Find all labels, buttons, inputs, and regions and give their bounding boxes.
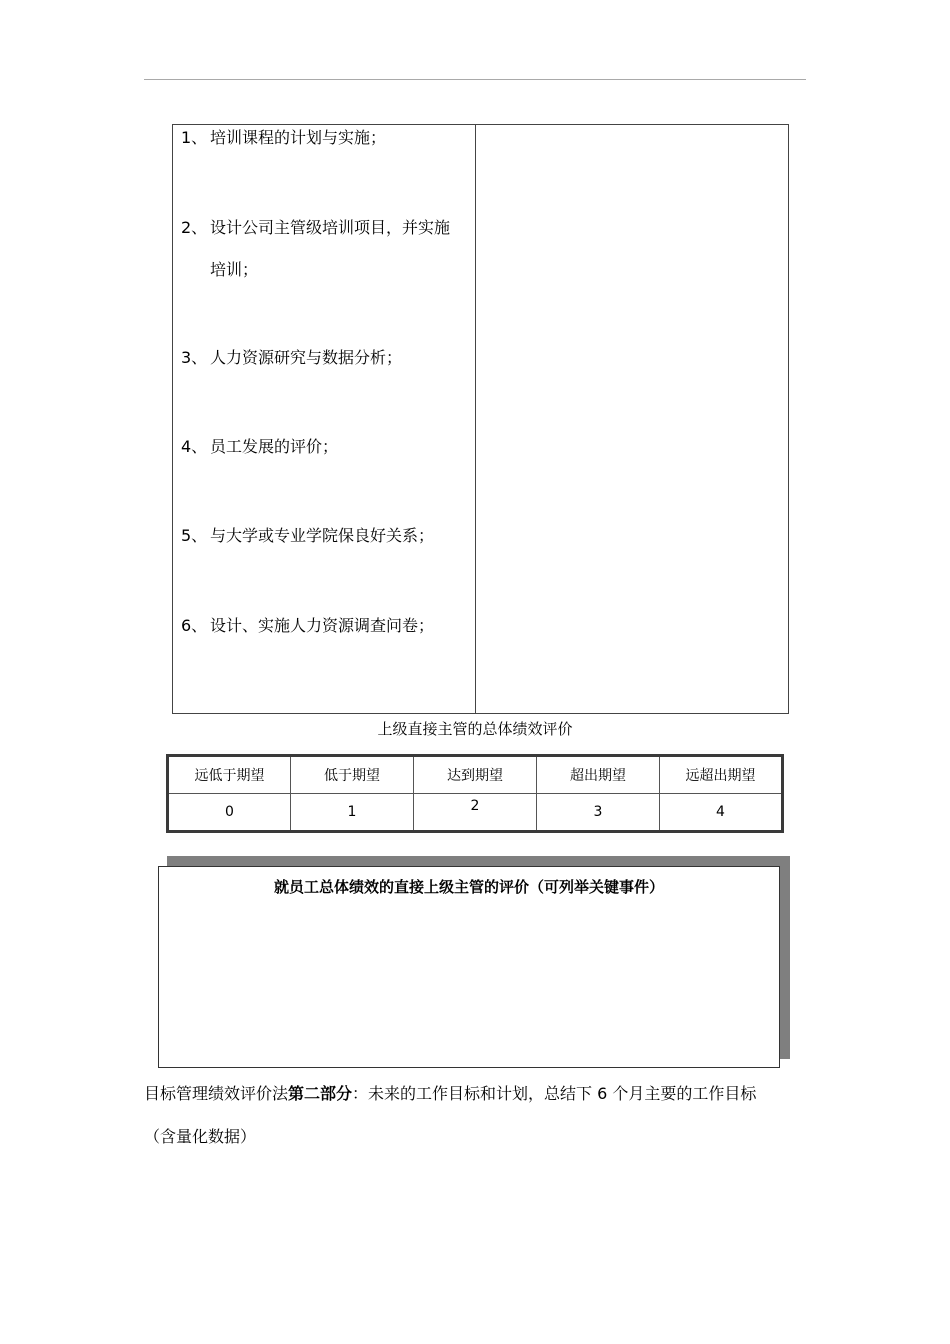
- rating-value-row: [168, 794, 783, 832]
- duty-item: [181, 337, 471, 379]
- column-divider: [475, 125, 476, 713]
- duty-item: [181, 426, 471, 468]
- rating-value: 4: [660, 794, 783, 832]
- duty-item: [181, 207, 471, 291]
- rating-caption: 上级直接主管的总体绩效评价: [377, 720, 573, 738]
- duty-number: 2、: [181, 218, 208, 237]
- duty-number: 5、: [181, 526, 208, 545]
- rating-value: [414, 794, 537, 832]
- duty-text: 设计、实施人力资源调查问卷；: [210, 616, 435, 635]
- duty-text: 培训课程的计划与实施；: [210, 128, 387, 147]
- duty-number: 4、: [181, 437, 208, 456]
- rating-value: 3: [537, 794, 660, 832]
- rating-header: 达到期望: [414, 756, 537, 794]
- part2-suffix: ：未来的工作目标和计划，总结下 6 个月主要的工作目标: [352, 1084, 757, 1103]
- duty-text: 与大学或专业学院保良好关系；: [210, 526, 435, 545]
- rating-header: 超出期望: [537, 756, 660, 794]
- rating-value: 0: [168, 794, 291, 832]
- duty-item: [181, 605, 471, 647]
- duty-text: 设计公司主管级培训项目，并实施: [210, 218, 451, 237]
- duty-item: [181, 117, 471, 159]
- supervisor-comment-box[interactable]: [158, 866, 780, 1068]
- rating-value: 1: [291, 794, 414, 832]
- duty-text: 人力资源研究与数据分析；: [210, 348, 403, 367]
- duty-number: 3、: [181, 348, 208, 367]
- rating-header: 低于期望: [291, 756, 414, 794]
- duty-number: 1、: [181, 128, 208, 147]
- duties-table: [172, 124, 789, 714]
- part2-line2: （含量化数据）: [144, 1127, 257, 1146]
- part2-prefix: 目标管理绩效评价法: [144, 1084, 289, 1103]
- rating-header: 远超出期望: [660, 756, 783, 794]
- rating-value-text: 2: [470, 798, 480, 814]
- header-rule: [144, 79, 806, 80]
- duty-text: 员工发展的评价；: [210, 437, 339, 456]
- rating-header-row: [168, 756, 783, 794]
- duty-text: 培训；: [210, 260, 259, 279]
- rating-header: 远低于期望: [168, 756, 291, 794]
- part2-heading: [144, 1081, 824, 1104]
- rating-scale-table: [166, 754, 784, 833]
- comment-title: 就员工总体绩效的直接上级主管的评价（可列举关键事件）: [273, 878, 664, 896]
- part2-bold: 第二部分: [288, 1084, 353, 1103]
- duty-number: 6、: [181, 616, 208, 635]
- duty-item: [181, 515, 471, 557]
